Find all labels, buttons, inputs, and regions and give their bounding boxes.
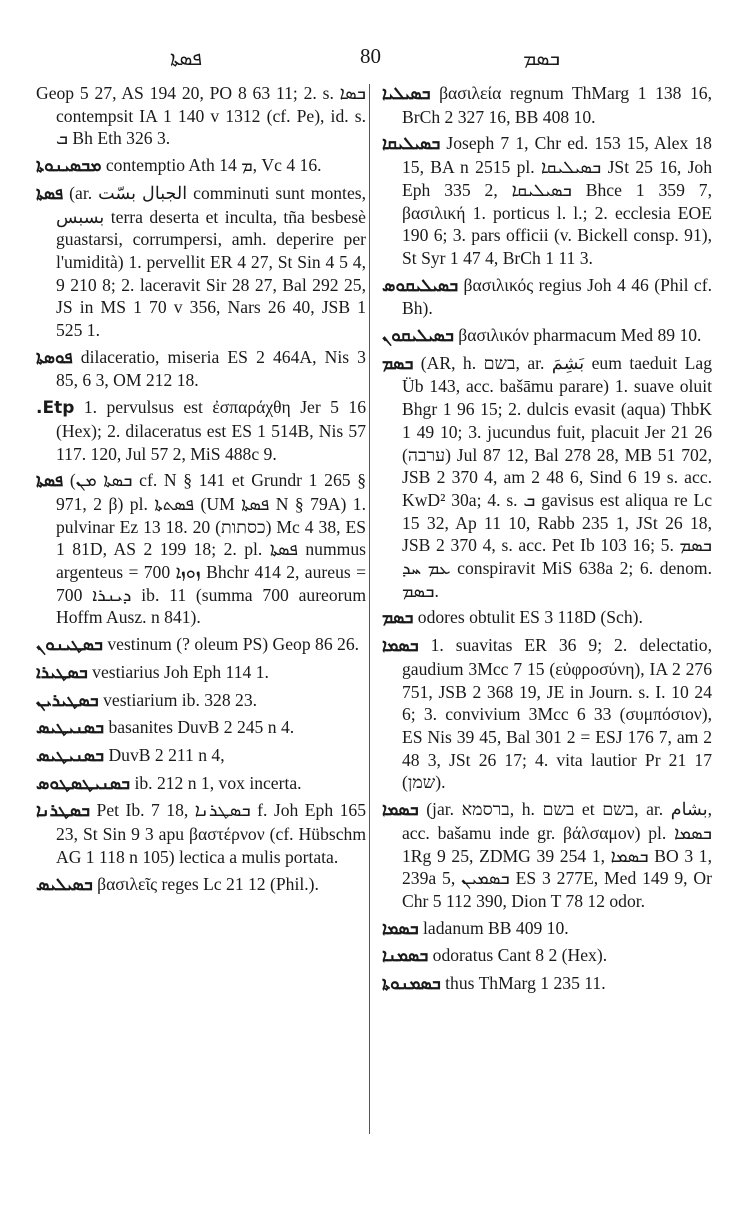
dictionary-entry [36,633,366,657]
dictionary-entry [382,917,712,941]
entry-text: (jar. ברסמא, h. בשם et בשם, ar. بشام, acc. bašamu inde gr. βάλσαμον) pl. ܒܣܡܐ 1Rg 9 25, ZDMG 39 254 1, ܒܣܡܐ BO 3 1, 239a 5, ܒܣܡܝܢ ES 3 277E, Med 149 9, Or Chr 5 112 390, Dion T 78 12 odor. [402,799,713,911]
entry-headword: ܒܣܛܝܢܘܢ [36,635,103,656]
dictionary-entry [36,469,366,629]
entry-headword: ܒܣܝܠܝܩܘܢ [382,326,454,347]
page-number: 80 [360,44,381,68]
entry-text: odoratus Cant 8 2 (Hex). [432,945,608,966]
dictionary-entry [382,606,712,630]
entry-headword: ܒܣܡܢܐ [382,946,429,967]
entry-headword: ܡܒܣܝܢܘܬܐ [36,156,102,177]
entry-text: odores obtulit ES 3 118D (Sch). [417,607,643,628]
dictionary-entry [382,132,712,269]
entry-text: 1. suavitas ER 36 9; 2. delectatio, gaudium 3Mcc 7 15 (εὐφροσύνη), IA 2 276 751, JSB 2 368 19, JE in Journ. s. I. 10 24 6; 3. convivium 3Mcc 6 33 (συμπόσιον), ES Nis 39 45, Bal 301 2 = ESJ 176 7, am 2 48 3, JSt 26 17; 4. vita lautior Pr 21 17 (שמן). [402,635,712,793]
entry-text: vestinum (? oleum PS) Geop 86 26. [107,634,360,655]
entry-text: vestiarium ib. 328 23. [103,689,258,710]
entry-headword: ܒܣܢܝܛܝܣ [36,718,105,739]
dictionary-entry [382,944,712,968]
entry-text: (ar. الجبال بسّت comminuti sunt montes, بسبس terra deserta et inculta, tña besbesè guastarsi, corrumpersi, amh. deperire per l'umidità) 1. pervellit ER 4 27, St Sin 4 5 4, 9 210 8; 2. laceravit Sir 28 27, Bal 292 25, JS in MS 1 70 v 356, Nars 26 40, JSB 1 525 1. [56,182,366,341]
entry-headword: ܦܣܬܐ [36,183,64,204]
dictionary-entry [36,716,366,740]
header-right-word: ܒܣܡ [523,46,560,70]
entry-text: βασιλεῖς reges Lc 21 12 (Phil.). [97,873,319,894]
right-column [382,82,712,1000]
dictionary-entry [382,798,712,913]
entry-headword: ܦܣܬܐ [36,471,64,492]
entry-text: ib. 212 n 1, vox incerta. [134,772,302,793]
entry-headword: ܒܣܢܝܛܝܣ [36,745,105,766]
dictionary-entry [36,689,366,713]
dictionary-entry [36,799,366,868]
entry-text: DuvB 2 211 n 4, [108,744,225,765]
dictionary-entry [382,82,712,128]
dictionary-entry [36,873,366,897]
dictionary-entry [36,396,366,465]
entry-headword: ܒܣܝܠܝܣ [36,874,93,895]
dictionary-entry [36,744,366,768]
entry-headword: ܒܣܝܠܝܐ [382,84,431,104]
entry-headword: ܒܣܡ [382,608,414,629]
entry-headword: ܒܣܢܝܛܣܛܘܣ [36,773,131,794]
entry-text: βασιλεία regnum ThMarg 1 138 16, BrCh 2 327 16, BB 408 10. [402,83,712,127]
dictionary-entry [382,634,712,794]
entry-headword: ܒܣܡܐ [382,918,419,939]
dictionary-entry [36,772,366,796]
entry-text: (AR, h. בשם, ar. بَشِمَ eum taeduit Lag Üb 143, acc. bašāmu parare) 1. suave oluit Bhgr 1 96 15; 2. dulcis evasit (aqua) ThbK 1 49 10; 3. jucundus fuit, placuit Jer 21 26 (ערבה) Jul 87 12, Bal 278 28, MB 51 702, JSB 2 370 4, am 2 48 6, Sind 6 19 s. acc. KwD² 30a; 4. s. ܒ gavisus est aliqua re Lc 15 32, Ap 11 10, Rabb 235 1, JSt 26 18, JSB 2 370 4, s. acc. Pet Ib 103 16; 5. ܒܣܡ ܥܡ ܚܕ conspiravit MiS 638a 2; 6. denom. ܒܣܡ. [402,352,713,601]
entry-text: (ܒܣܬܐ ܡܢ cf. N § 141 et Grundr 1 265 § 971, 2 β) pl. ܦܣܬܬܐ (UM ܦܣܬܐ N § 79A) 1. pulvinar Ez 13 18. 20 (כסתות) Mc 4 38, ES 1 81D, AS 2 199 18; 2. pl. ܦܣܬܐ nummus argenteus = 700 ܙܘܙܐ Bhchr 414 2, aureus = 700 ܕܝܢܪܐ ib. 11 (summa 700 aureorum Hoffm Ausz. n 841). [56,470,367,628]
dictionary-entry [36,346,366,392]
entry-headword: ܒܣܛܝܪܐ [36,662,88,683]
column-divider [369,84,370,1134]
entry-text: Pet Ib. 7 18, ܒܣܛܪܢܐ f. Joh Eph 165 23, St Sin 9 3 apu βαστέρνον (cf. Hübschm AG 1 118 n 105) lectica a mulis portata. [56,800,366,867]
dictionary-entry [36,82,366,150]
entry-text: thus ThMarg 1 235 11. [445,973,606,994]
entry-headword: ܒܣܛܪܢܐ [36,801,91,822]
entry-text: vestiarius Joh Eph 114 1. [92,661,269,682]
dictionary-entry [382,274,712,320]
entry-headword: ܒܣܛܝܪܝܢ [36,690,99,711]
entry-headword: Etp. [36,398,75,419]
entry-headword: ܒܣܡܐ [382,636,419,657]
left-column [36,82,366,900]
page-header [40,44,710,74]
entry-text: dilaceratio, miseria ES 2 464A, Nis 3 85, 6 3, OM 212 18. [56,346,366,391]
entry-text: βασιλικός regius Joh 4 46 (Phil cf. Bh). [402,274,712,319]
entry-text: βασιλικόν pharmacum Med 89 10. [458,325,702,346]
entry-headword: ܒܣܡܢܘܬܐ [382,974,441,995]
dictionary-entry [382,324,712,348]
header-left-word: ܦܣܬܐ [170,46,202,70]
entry-headword: ܒܣܡܐ [382,800,419,821]
dictionary-entry [36,182,366,342]
entry-headword: ܦܘܣܬܐ [36,347,73,368]
dictionary-entry [36,154,366,178]
entry-text: contemptio Ath ܡ 14, Vc 4 16. [105,155,322,176]
dictionary-entry [382,972,712,996]
entry-headword: ܒܣܝܠܝܩܘܣ [382,275,459,296]
dictionary-entry [382,352,712,603]
entry-text: 1. pervulsus est ἐσπαράχθη Jer 5 16 (Hex); 2. dilaceratus est ES 1 514B, Nis 57 117. 120, Jul 57 2, MiS 488c 9. [56,397,366,464]
entry-headword: ܒܣܝܠܝܩܐ [382,134,441,155]
entry-text: basanites DuvB 2 245 n 4. [108,717,295,738]
entry-text: Geop 5 27, AS 194 20, PO 8 63 11; 2. s. ܒܣܐ contempsit IA 1 140 v 1312 (cf. Pe), id. s. ܒ Bh Eth 326 3. [36,83,366,149]
entry-text: Joseph 7 1, Chr ed. 153 15, Alex 18 15, BA n 2515 pl. ܒܣܝܠܝܩܐ JSt 25 16, Joh Eph 335 2, ܒܣܝܠܝܩܐ Bhce 1 359 7, βασιλική 1. porticus l. l.; 2. ecclesia EOE 190 6; 3. pars officii (v. Bickell consp. 91), St Syr 1 47 4, BrCh 1 11 3. [402,133,713,268]
dictionary-entry [36,661,366,685]
entry-text: ladanum BB 409 10. [423,917,569,938]
entry-headword: ܒܣܡ [382,353,414,374]
